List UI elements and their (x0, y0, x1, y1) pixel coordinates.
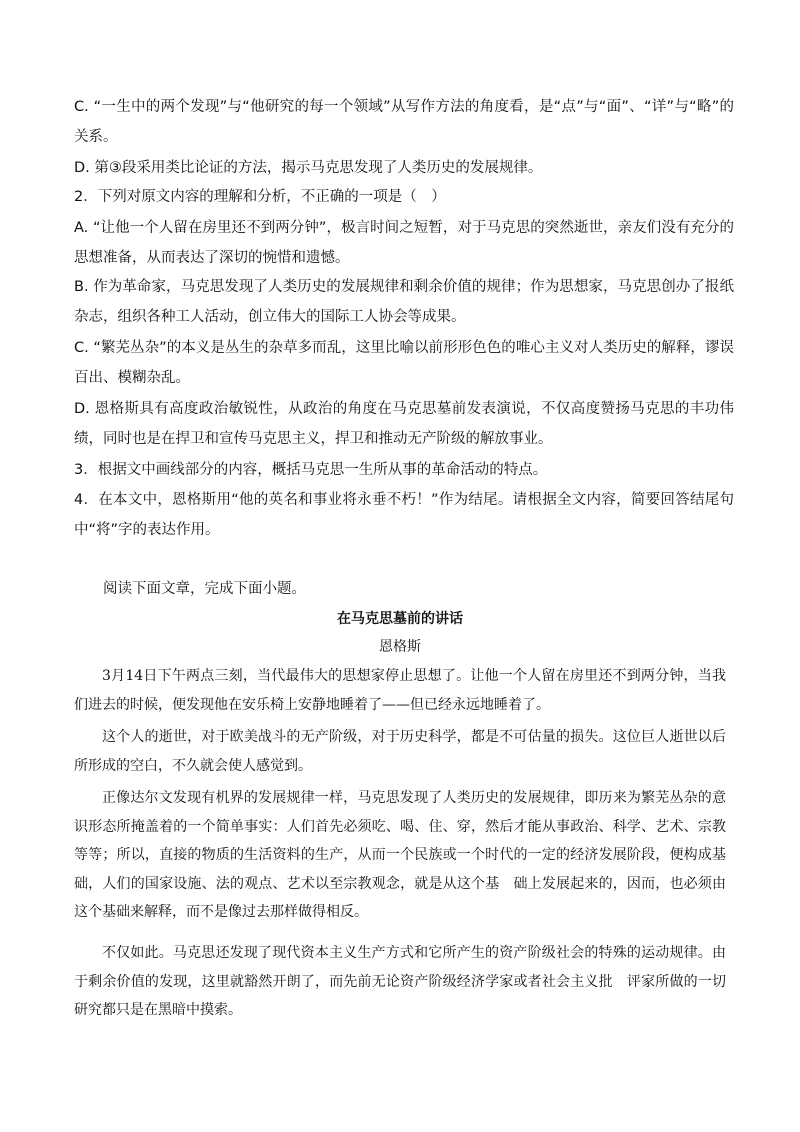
reading-instruction: 阅读下面文章，完成下面小题。 (103, 581, 306, 597)
article-paragraph-1: 3月14日下午两点三刻，当代最伟大的思想家停止思想了。让他一个人留在房里还不到两分钟，当我们进去的时候，便发现他在安乐椅上安静地睡着了——但已经永远地睡着了。 (74, 668, 726, 713)
option-d-q1: D. 第③段采用类比论证的方法，揭示马克思发现了人类历史的发展规律。 (74, 160, 543, 176)
article-paragraph-3: 正像达尔文发现有机界的发展规律一样，马克思发现了人类历史的发展规律，即历来为繁芜丛杂的意识形态所掩盖着的一个简单事实：人们首先必须吃、喝、住、穿，然后才能从事政治、科学、艺术、宗教等等；所以，直接的物质的生活资料的生产，从而一个民族或一个时代的一定的经济发展阶段，便构成基础，人们的国家设施、法的观点、艺术以至宗教观念，就是从这个基 础上发展起来的，因而，也必须由这个基础来解释，而不是像过去那样做得相反。 (74, 790, 726, 920)
article-paragraph-4: 不仅如此。马克思还发现了现代资本主义生产方式和它所产生的资产阶级社会的特殊的运动规律。由于剩余价值的发现，这里就豁然开朗了，而先前无论资产阶级经济学家或者社会主义批 评家所做的一切研究都只是在黑暗中摸索。 (74, 945, 726, 1018)
question-4: 4．在本文中，恩格斯用“他的英名和事业将永垂不朽！”作为结尾。请根据全文内容，简要回答结尾句中“将”字的表达作用。 (74, 492, 734, 538)
question-2-option-c: C. “繁芜丛杂”的本义是丛生的杂草多而乱，这里比喻以前形形色色的唯心主义对人类历史的解释，谬误百出、模糊杂乱。 (74, 340, 734, 386)
option-c-q1: C. “一生中的两个发现”与“他研究的每一个领域”从写作方法的角度看，是“点”与“面”、“详”与“略”的关系。 (74, 99, 734, 145)
article-author: 恩格斯 (379, 639, 421, 655)
question-3: 3．根据文中画线部分的内容，概括马克思一生所从事的革命活动的特点。 (74, 462, 548, 478)
article-title: 在马克思墓前的讲话 (337, 611, 463, 627)
question-2-option-a: A. “让他一个人留在房里还不到两分钟”，极言时间之短暂，对于马克思的突然逝世，亲友们没有充分的思想准备，从而表达了深切的惋惜和遗憾。 (74, 220, 734, 266)
question-2-stem: 2．下列对原文内容的理解和分析，不正确的一项是（ ） (74, 189, 446, 205)
question-2-option-b: B. 作为革命家，马克思发现了人类历史的发展规律和剩余价值的规律；作为思想家，马克思创办了报纸杂志，组织各种工人活动，创立伟大的国际工人协会等成果。 (74, 279, 734, 325)
question-2-option-d: D. 恩格斯具有高度政治敏锐性，从政治的角度在马克思墓前发表演说，不仅高度赞扬马克思的丰功伟绩，同时也是在捍卫和宣传马克思主义，捍卫和推动无产阶级的解放事业。 (74, 401, 734, 447)
article-paragraph-2: 这个人的逝世，对于欧美战斗的无产阶级，对于历史科学，都是不可估量的损失。这位巨人逝世以后所形成的空白，不久就会使人感觉到。 (74, 729, 726, 774)
